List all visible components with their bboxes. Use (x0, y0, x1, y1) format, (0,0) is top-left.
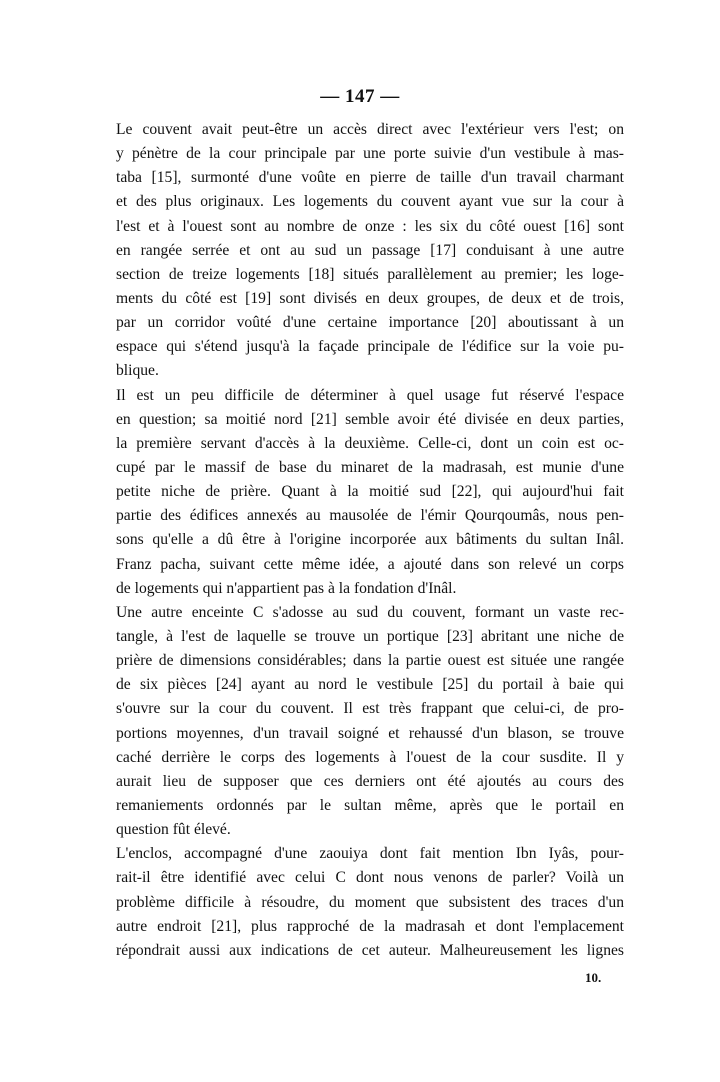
text-line: blique. (116, 362, 159, 380)
text-line: taba [15], surmonté d'une voûte en pierre de taille d'un travail charmant (116, 169, 624, 187)
text-line: petite niche de prière. Quant à la moitié sud [22], qui aujourd'hui fait (116, 483, 624, 501)
text-line: Franz pacha, suivant cette même idée, a ajouté dans son relevé un corps (116, 555, 624, 573)
text-line: tangle, à l'est de laquelle se trouve un portique [23] abritant une niche de (116, 627, 624, 645)
paragraph-3 (116, 601, 624, 842)
text-line: par un corridor voûté d'une certaine importance [20] aboutissant à un (116, 314, 624, 332)
paragraph-2 (116, 384, 624, 601)
text-line: ments du côté est [19] sont divisés en deux groupes, de deux et de trois, (116, 289, 624, 307)
text-line: remaniements ordonnés par le sultan même, après que le portail en (116, 796, 624, 814)
paragraph-1 (116, 118, 624, 384)
text-line: s'ouvre sur la cour du couvent. Il est très frappant que celui-ci, de pro- (116, 700, 624, 718)
text-line: en question; sa moitié nord [21] semble avoir été divisée en deux parties, (116, 410, 624, 428)
text-line: portions moyennes, d'un travail soigné et rehaussé d'un blason, se trouve (116, 724, 624, 742)
text-line: prière de dimensions considérables; dans la partie ouest est située une rangée (116, 652, 624, 670)
text-line: espace qui s'étend jusqu'à la façade principale de l'édifice sur la voie pu- (116, 338, 624, 356)
text-line: problème difficile à résoudre, du moment que subsistent des traces d'un (116, 893, 624, 911)
text-line: sons qu'elle a dû être à l'origine incorporée aux bâtiments du sultan Inâl. (116, 531, 624, 549)
text-line: partie des édifices annexés au mausolée de l'émir Qourqoumâs, nous pen- (116, 507, 624, 525)
text-line: autre endroit [21], plus rapproché de la madrasah et dont l'emplacement (116, 917, 624, 935)
page-number: — 147 — (320, 86, 400, 107)
text-line: L'enclos, accompagné d'une zaouiya dont fait mention Ibn Iyâs, pour- (116, 845, 624, 863)
text-line: aurait lieu de supposer que ces derniers ont été ajoutés au cours des (116, 772, 624, 790)
text-line: y pénètre de la cour principale par une porte suivie d'un vestibule à mas- (116, 145, 624, 163)
text-line: Le couvent avait peut-être un accès direct avec l'extérieur vers l'est; on (116, 121, 624, 138)
text-line: en rangée serrée et ont au sud un passage [17] conduisant à une autre (116, 241, 624, 259)
text-line: Il est un peu difficile de déterminer à quel usage fut réservé l'espace (116, 386, 624, 404)
text-line: de six pièces [24] ayant au nord le vestibule [25] du portail à baie qui (116, 676, 624, 694)
text-line: et des plus originaux. Les logements du couvent ayant vue sur la cour à (116, 193, 624, 211)
text-line: l'est et à l'ouest sont au nombre de onze : les six du côté ouest [16] sont (116, 217, 624, 235)
text-line: répondrait aussi aux indications de cet auteur. Malheureusement les lignes (116, 941, 624, 959)
text-line: caché derrière le corps des logements à l'ouest de la cour susdite. Il y (116, 748, 624, 766)
text-line: rait-il être identifié avec celui C dont nous venons de parler? Voilà un (116, 869, 624, 887)
text-line: la première servant d'accès à la deuxième. Celle-ci, dont un coin est oc- (116, 434, 624, 452)
text-line: de logements qui n'appartient pas à la fondation d'Inâl. (116, 579, 457, 597)
body-text (116, 118, 624, 963)
paragraph-4 (116, 842, 624, 963)
signature-mark: 10. (585, 970, 602, 985)
text-line: section de treize logements [18] situés parallèlement au premier; les loge- (116, 265, 624, 283)
text-line: Une autre enceinte C s'adosse au sud du couvent, formant un vaste rec- (116, 603, 624, 621)
text-line: question fût élevé. (116, 821, 231, 839)
text-line: cupé par le massif de base du minaret de la madrasah, est munie d'une (116, 458, 624, 476)
